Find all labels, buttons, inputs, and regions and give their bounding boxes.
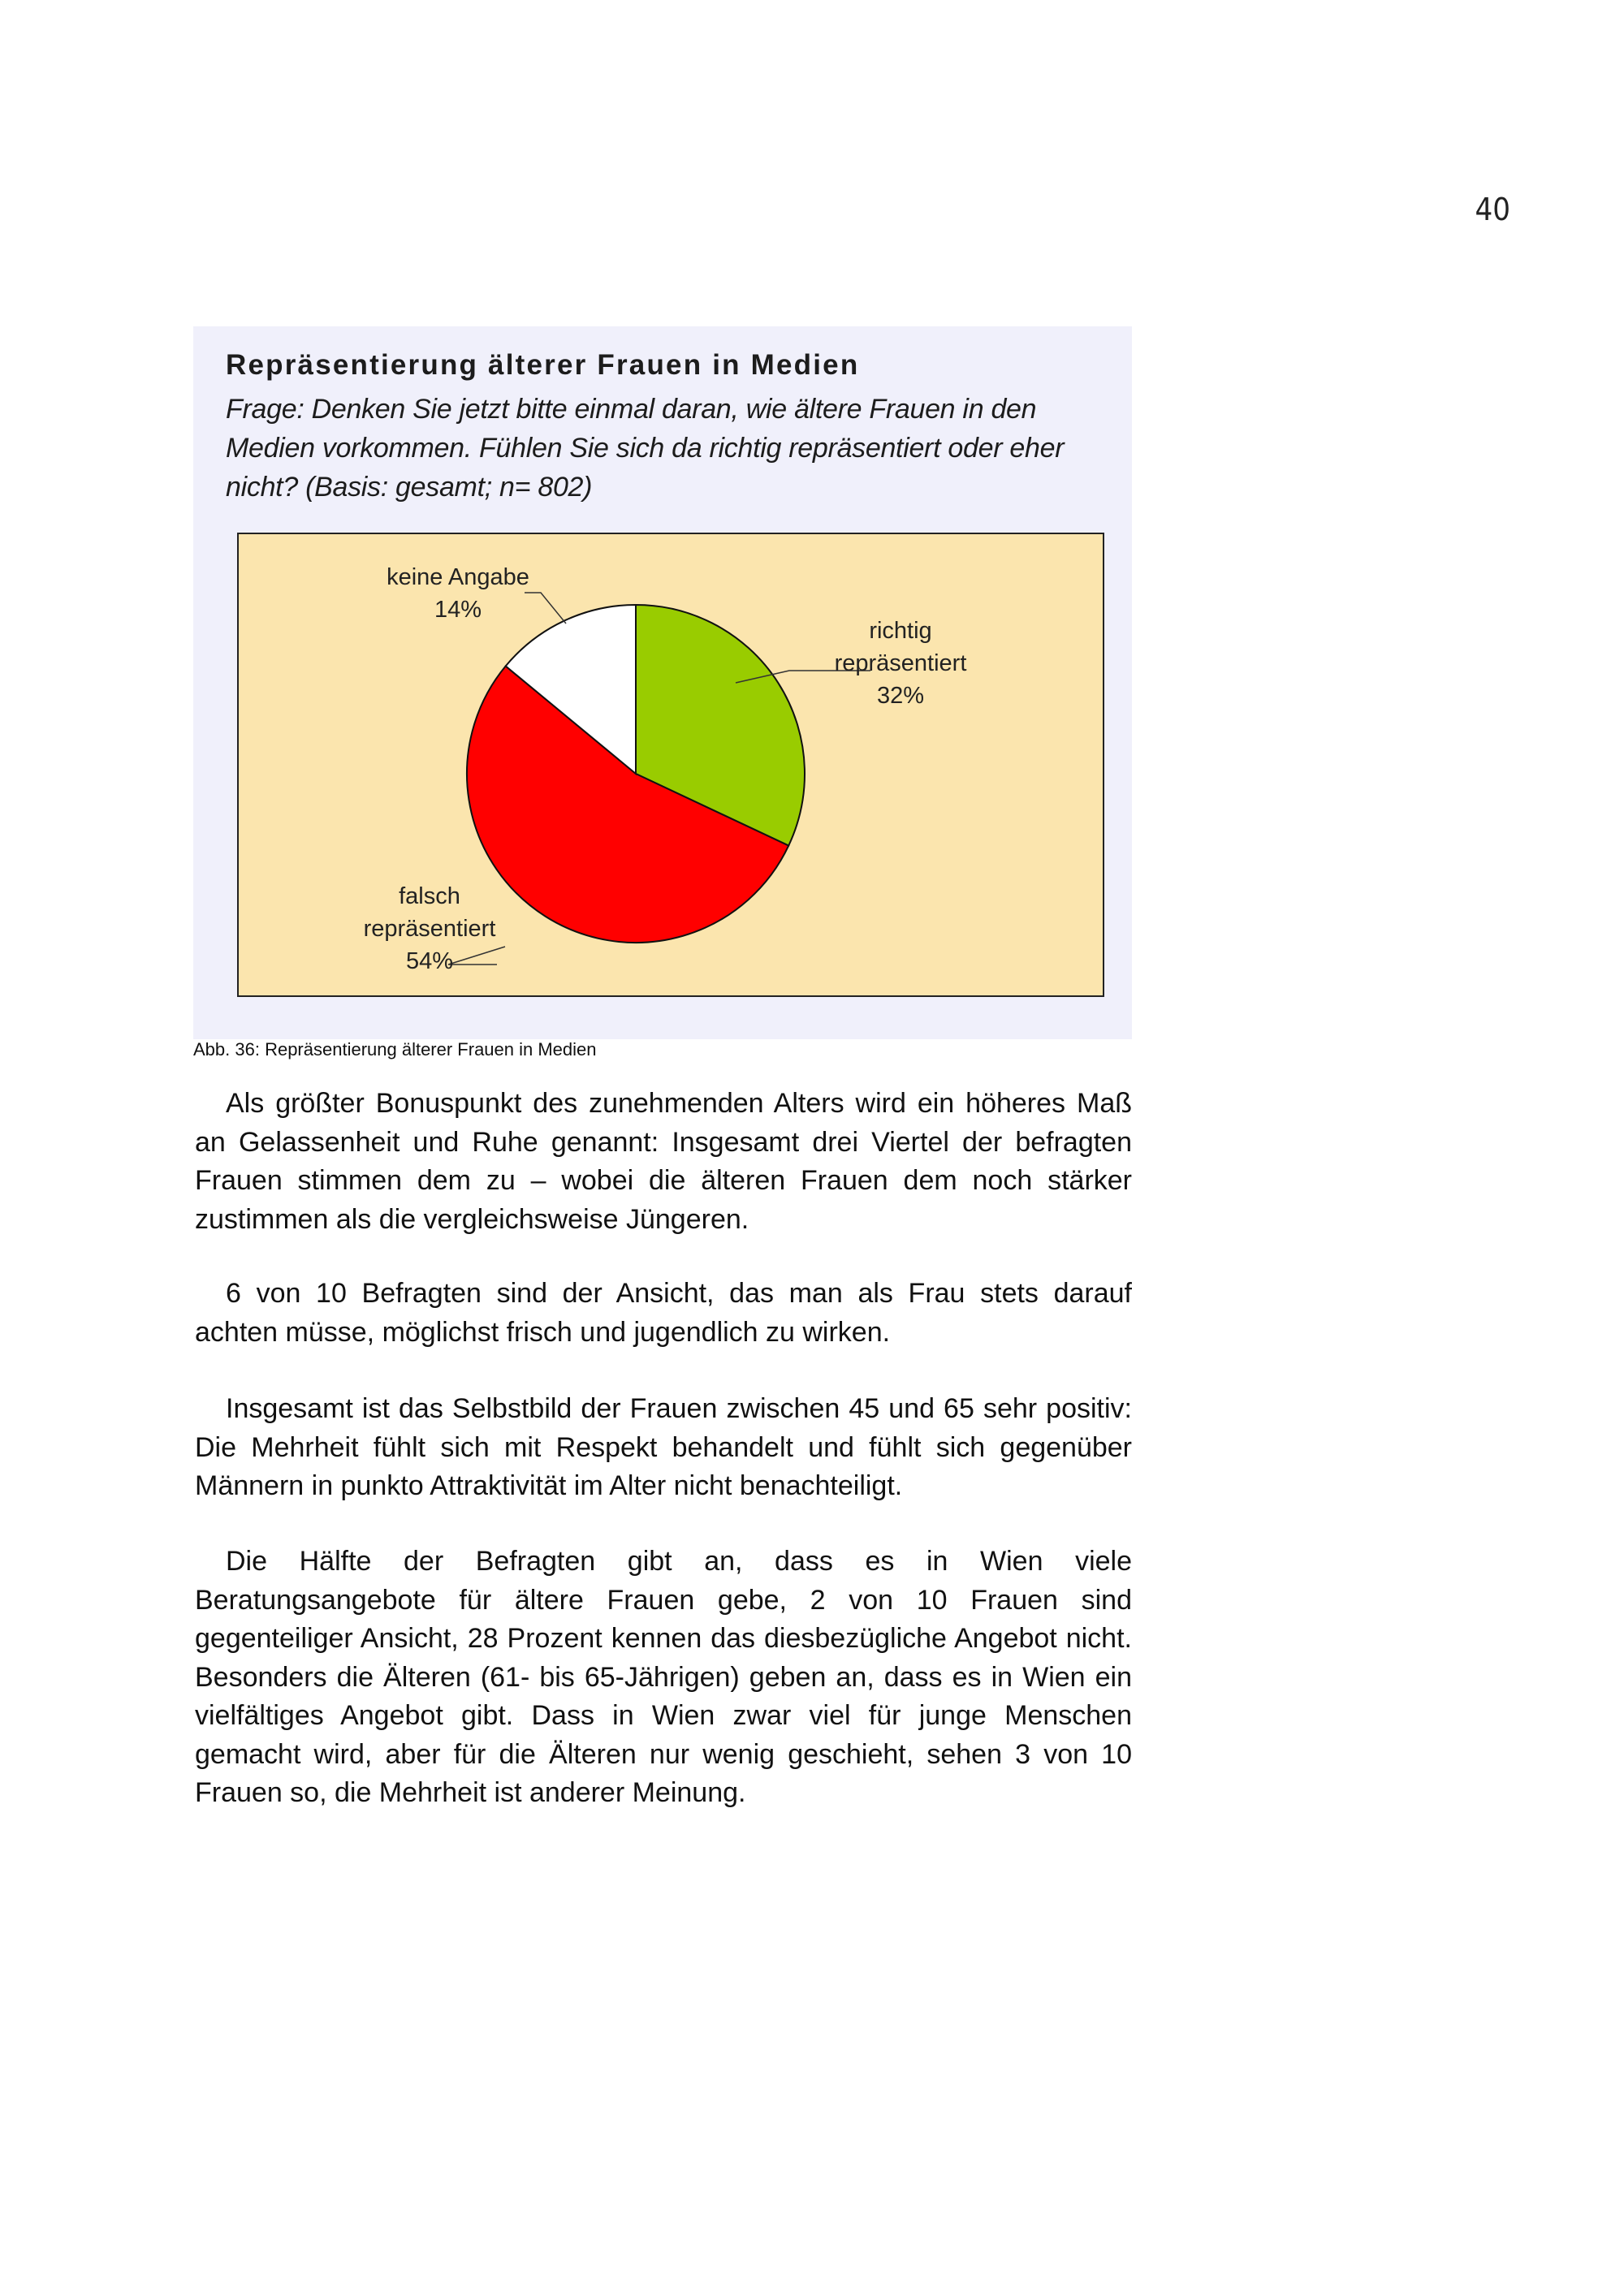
pie-category-label-richtig-repraesentiert: richtig (869, 618, 932, 644)
page-number: 40 (1475, 192, 1510, 227)
paragraph-jugendlich: 6 von 10 Befragten sind der Ansicht, das man als Frau stets darauf achten müsse, möglichst frisch und jugendlich zu wirken. (195, 1278, 1132, 1348)
paragraph-beratungsangebote: Die Hälfte der Befragten gibt an, dass es in Wien viele Beratungsangebote für ältere Frauen gebe, 2 von 10 Frauen sind gegenteiliger Ansicht, 28 Prozent kennen das diesbezügliche Angebot nicht. Besonders die Älteren (61- bis 65-Jährigen) geben an, dass es in Wien ein vielfältiges Angebot gibt. Dass in Wien zwar viel für junge Menschen gemacht wird, aber für die Älteren nur wenig geschieht, sehen 3 von 10 Frauen so, die Mehrheit ist anderer Meinung. (195, 1546, 1132, 1808)
leader-line-falsch-repraesentiert (448, 947, 505, 965)
pie-value-label-richtig-repraesentiert: 32% (876, 683, 925, 709)
paragraph-selbstbild: Insgesamt ist das Selbstbild der Frauen zwischen 45 und 65 sehr positiv: Die Mehrheit fühlt sich mit Respekt behandelt und fühlt sich gegenüber Männern in punkto Attraktivität im Alter nicht benachteiligt. (195, 1393, 1132, 1501)
figure-caption: Abb. 36: Repräsentierung älterer Frauen in Medien (193, 1039, 597, 1060)
paragraph-gelassenheit: Als größter Bonuspunkt des zunehmenden Alters wird ein höheres Maß an Gelassenheit und Ruhe genannt: Insgesamt drei Viertel der befragten Frauen stimmen dem zu – wobei die älteren Frauen dem noch stärker zustimmen als die vergleichsweise Jüngeren. (195, 1088, 1132, 1235)
pie-chart-area (237, 533, 1104, 997)
leader-line-keine-angabe (525, 593, 566, 624)
figure-question: Frage: Denken Sie jetzt bitte einmal daran, wie ältere Frauen in den Medien vorkommen. Fühlen Sie sich da richtig repräsentiert oder eher nicht? (Basis: gesamt; n= 802) (226, 394, 1065, 503)
pie-chart (239, 534, 1103, 995)
pie-category-label-keine-angabe: keine Angabe (387, 564, 529, 590)
pie-category-label-falsch-repraesentiert: falsch (399, 883, 460, 909)
figure-box (193, 326, 1132, 1039)
pie-category-label-richtig-repraesentiert: repräsentiert (834, 650, 967, 676)
figure-title: Repräsentierung älterer Frauen in Medien (226, 349, 860, 381)
pie-value-label-keine-angabe: 14% (434, 597, 482, 623)
pie-value-label-falsch-repraesentiert: 54% (405, 948, 454, 974)
pie-category-label-falsch-repraesentiert: repräsentiert (363, 916, 496, 942)
